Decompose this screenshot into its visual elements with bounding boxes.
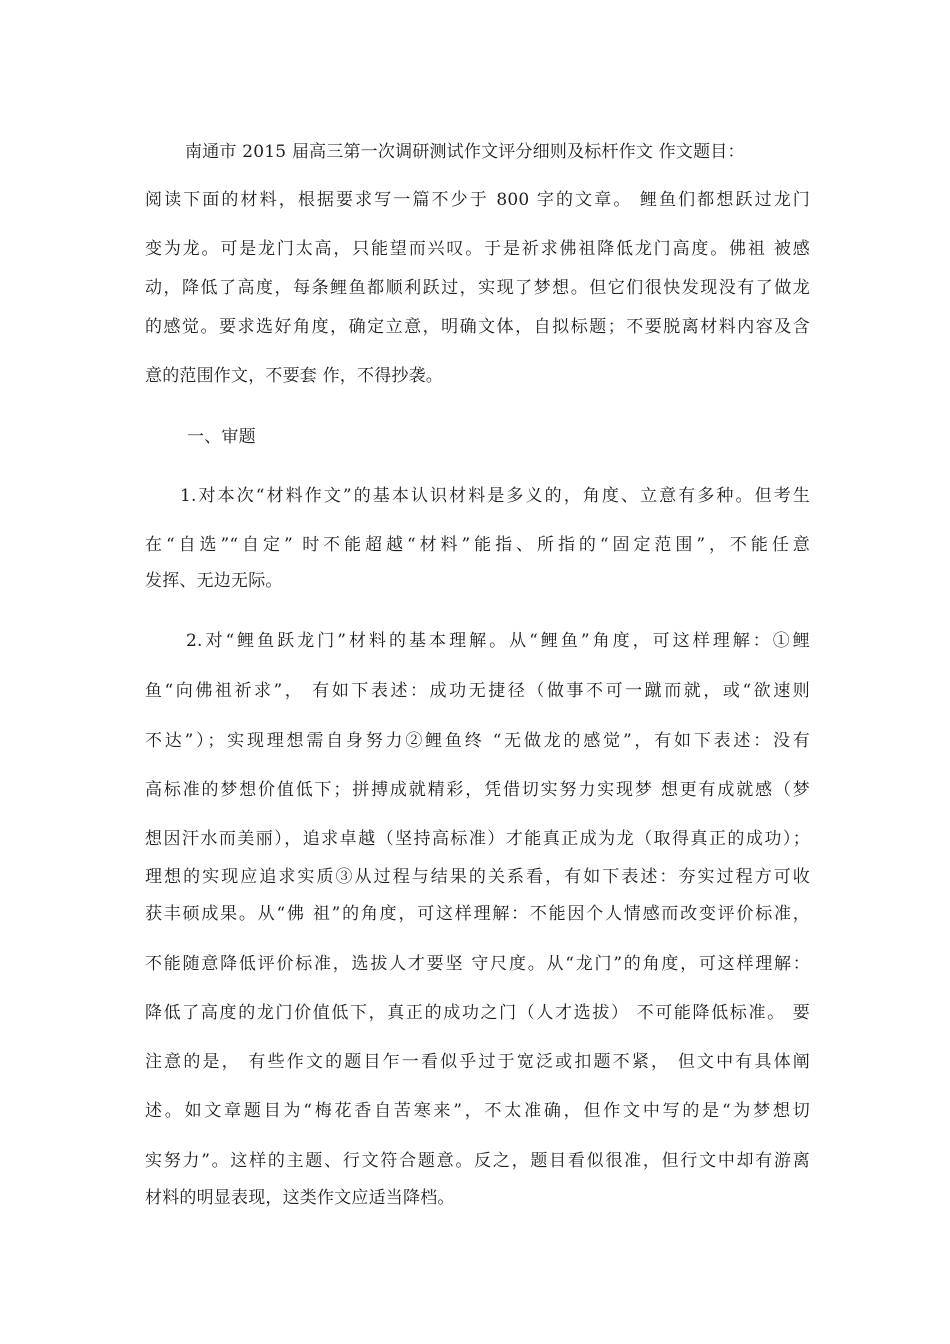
text-line: 的感觉。要求选好角度，确定立意，明确文体，自拟标题；不要脱离材料内容及含 bbox=[145, 317, 810, 337]
doc-title-line: 南通市 2015 届高三第一次调研测试作文评分细则及标杆作文 作文题目： bbox=[185, 142, 745, 162]
text-line: 动，降低了高度，每条鲤鱼都顺利跃过，实现了梦想。但它们很快发现没有了做龙 bbox=[145, 278, 810, 298]
text-line: 不能随意降低评价标准，选拔人才要坚 守尺度。从“龙门”的角度，可这样理解： bbox=[145, 954, 810, 974]
text-line: 阅读下面的材料，根据要求写一篇不少于 800 字的文章。 鲤鱼们都想跃过龙门 bbox=[145, 190, 810, 210]
text-line: 材料的明显表现，这类作文应适当降档。 bbox=[145, 1188, 455, 1208]
text-line: 获丰硕成果。从“佛 祖”的角度，可这样理解：不能因个人情感而改变评价标准， bbox=[145, 904, 810, 924]
text-line: 变为龙。可是龙门太高，只能望而兴叹。于是祈求佛祖降低龙门高度。佛祖 被感 bbox=[145, 239, 810, 259]
text-line: 降低了高度的龙门价值低下，真正的成功之门（人才选拔） 不可能降低标准。 要 bbox=[145, 1003, 810, 1023]
text-line: 实努力”。这样的主题、行文符合题意。反之，题目看似很准，但行文中却有游离 bbox=[145, 1151, 810, 1171]
text-line: 在“自选”“自定” 时不能超越“材料”能指、所指的“固定范围”，不能任意 bbox=[145, 535, 810, 555]
text-line: 鱼“向佛祖祈求”， 有如下表述：成功无捷径（做事不可一蹴而就，或“欲速则 bbox=[145, 681, 810, 701]
text-line: 注意的是， 有些作文的题目乍一看似乎过于宽泛或扣题不紧， 但文中有具体阐 bbox=[145, 1052, 810, 1072]
text-line: 理想的实现应追求实质③从过程与结果的关系看，有如下表述：夯实过程方可收 bbox=[145, 867, 810, 887]
text-line: 意的范围作文，不要套 作，不得抄袭。 bbox=[145, 366, 444, 386]
section-heading: 一、审题 bbox=[187, 427, 256, 447]
text-line: 发挥、无边无际。 bbox=[145, 571, 283, 591]
text-line: 述。如文章题目为“梅花香自苦寒来”，不太准确，但作文中写的是“为梦想切 bbox=[145, 1101, 810, 1121]
text-line: 高标准的梦想价值低下；拼搏成就精彩，凭借切实努力实现梦 想更有成就感（梦 bbox=[145, 780, 810, 800]
text-line: 1.对本次“材料作文”的基本认识材料是多义的，角度、立意有多种。但考生 bbox=[180, 486, 810, 506]
text-line: 2.对“鲤鱼跃龙门”材料的基本理解。从“鲤鱼”角度，可这样理解：①鲤 bbox=[186, 631, 810, 651]
text-line: 不达”）；实现理想需自身努力②鲤鱼终 “无做龙的感觉”，有如下表述：没有 bbox=[145, 731, 810, 751]
text-line: 想因汗水而美丽），追求卓越（坚持高标准）才能真正成为龙（取得真正的成功）； bbox=[145, 829, 810, 849]
